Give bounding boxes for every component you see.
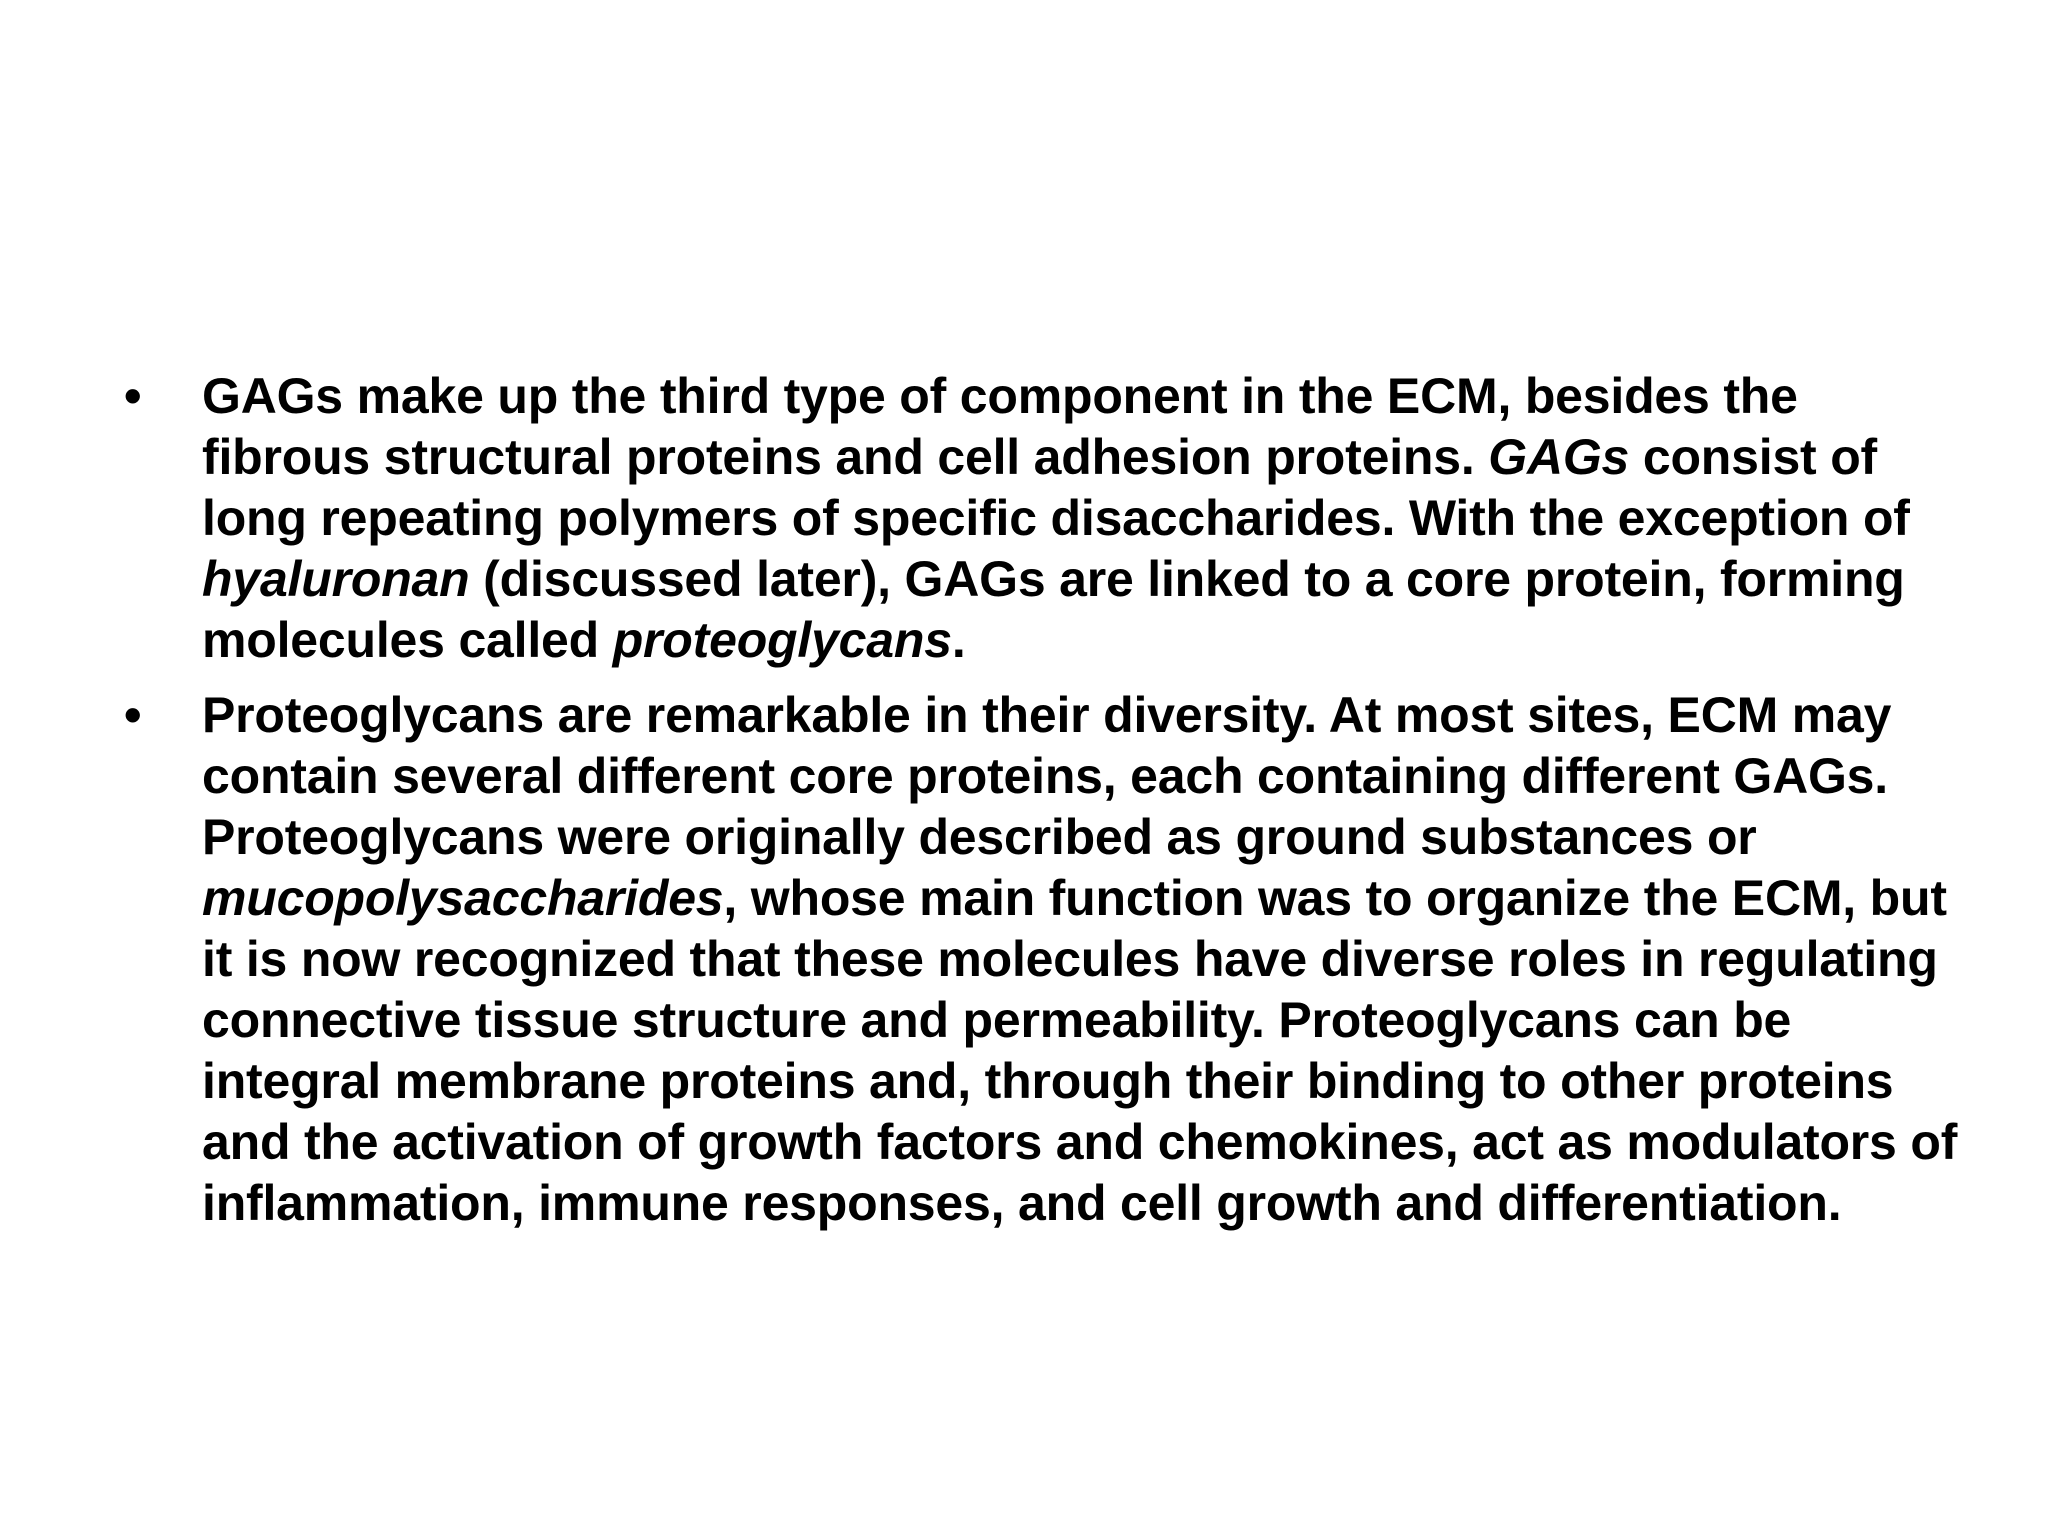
- italic-term-proteoglycans: proteoglycans: [612, 612, 952, 668]
- bullet-list: [124, 366, 1964, 1248]
- text-run: consist of long repeating polymers of specific disaccharides. With the exception of: [202, 429, 1910, 546]
- italic-term-hyaluronan: hyaluronan: [202, 551, 470, 607]
- bullet-text: [202, 368, 1910, 668]
- bullet-icon: •: [124, 368, 142, 424]
- text-run: Proteoglycans are remarkable in their diversity. At most sites, ECM may contain several different core proteins, each containing different GAGs. Proteoglycans were originally described as ground substances or: [202, 687, 1892, 865]
- text-run: GAGs make up the third type of component in the ECM, besides the fibrous structural proteins and cell adhesion proteins.: [202, 368, 1798, 485]
- text-run: , whose main function was to organize the ECM, but it is now recognized that these molecules have diverse roles in regulating connective tissue structure and permeability. Proteoglycans can be integral membrane proteins and, through their binding to other proteins and the activation of growth factors and chemokines, act as modulators of inflammation, immune responses, and cell growth and differentiation.: [202, 870, 1958, 1231]
- bullet-item-gags: [124, 366, 1964, 671]
- bullet-item-proteoglycans: [124, 685, 1964, 1234]
- italic-term-gags: GAGs: [1488, 429, 1630, 485]
- text-run: (discussed later), GAGs are linked to a core protein, forming molecules called: [202, 551, 1905, 668]
- bullet-text: [202, 687, 1957, 1231]
- text-run: .: [951, 612, 966, 668]
- bullet-icon: •: [124, 687, 142, 743]
- italic-term-mucopolysaccharides: mucopolysaccharides: [202, 870, 724, 926]
